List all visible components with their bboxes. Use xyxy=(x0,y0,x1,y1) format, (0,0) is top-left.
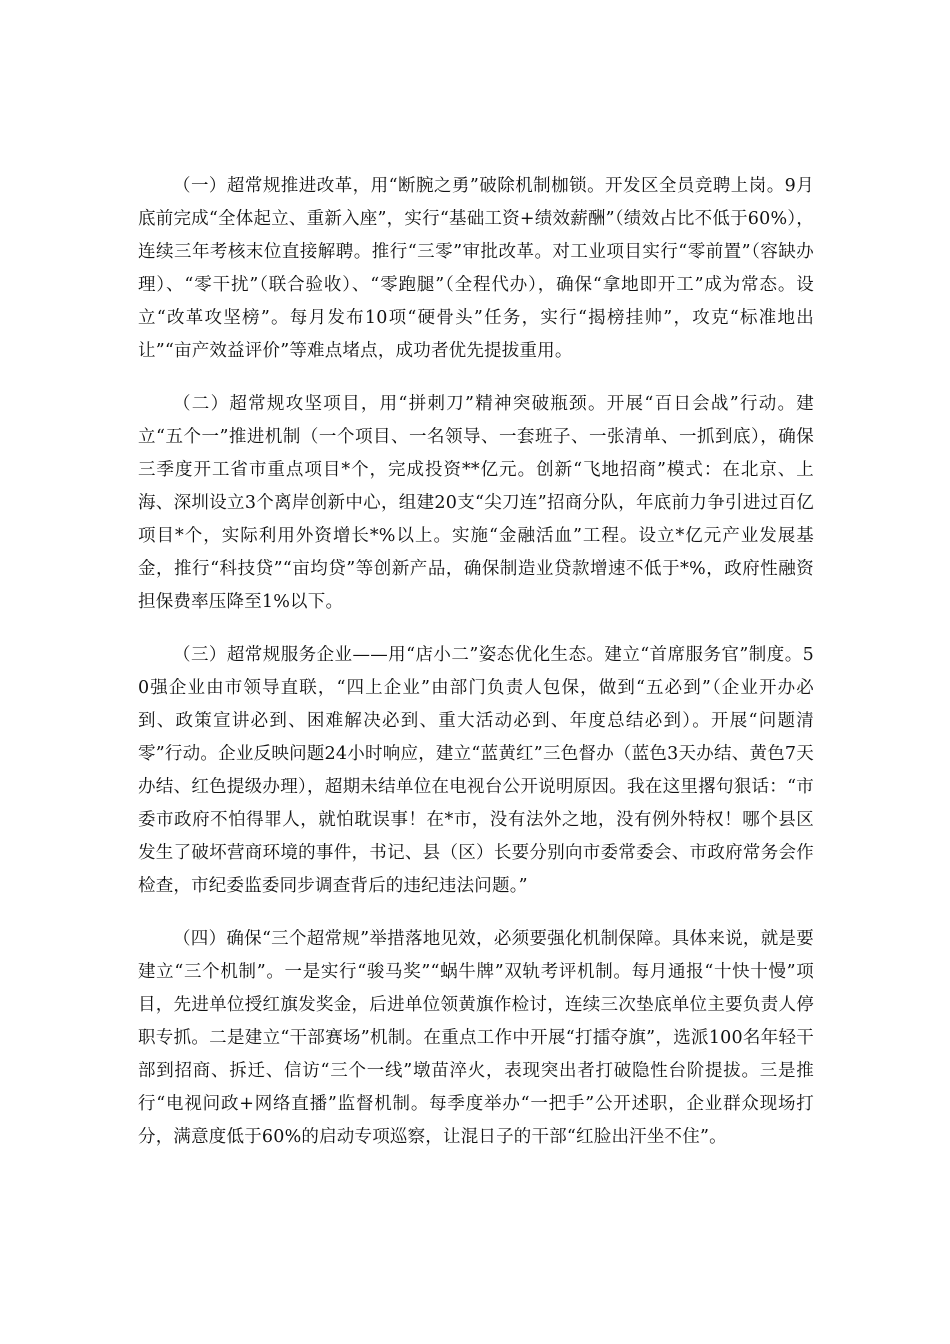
paragraph-projects: （二）超常规攻坚项目，用“拼刺刀”精神突破瓶颈。开展“百日会战”行动。建立“五个一”推进机制（一个项目、一名领导、一套班子、一张清单、一抓到底），确保三季度开工省市重点项目*个，完成投资**亿元。创新“飞地招商”模式：在北京、上海、深圳设立3个离岸创新中心，组建20支“尖刀连”招商分队，年底前力争引进过百亿项目*个，实际利用外资增长*%以上。实施“金融活血”工程。设立*亿元产业发展基金，推行“科技贷”“亩均贷”等创新产品，确保制造业贷款增速不低于*%，政府性融资担保费率压降至1%以下。 xyxy=(138,394,814,612)
paragraph-reform: （一）超常规推进改革，用“断腕之勇”破除机制枷锁。开发区全员竞聘上岗。9月底前完成“全体起立、重新入座”，实行“基础工资+绩效薪酬”（绩效占比不低于60%），连续三年考核末位直接解聘。推行“三零”审批改革。对工业项目实行“零前置”（容缺办理）、“零干扰”（联合验收）、“零跑腿”（全程代办），确保“拿地即开工”成为常态。设立“改革攻坚榜”。每月发布10项“硬骨头”任务，实行“揭榜挂帅”，攻克“标准地出让”“亩产效益评价”等难点堵点，成功者优先提拔重用。 xyxy=(138,176,814,361)
document-body xyxy=(138,170,814,1174)
paragraph-mechanism-guarantee: （四）确保“三个超常规”举措落地见效，必须要强化机制保障。具体来说，就是要建立“三个机制”。一是实行“骏马奖”“蜗牛牌”双轨考评机制。每月通报“十快十慢”项目，先进单位授红旗发奖金，后进单位领黄旗作检讨，连续三次垫底单位主要负责人停职专抓。二是建立“干部赛场”机制。在重点工作中开展“打擂夺旗”，选派100名年轻干部到招商、拆迁、信访“三个一线”墩苗淬火，表现突出者打破隐性台阶提拔。三是推行“电视问政+网络直播”监督机制。每季度举办“一把手”公开述职，企业群众现场打分，满意度低于60%的启动专项巡察，让混日子的干部“红脸出汗坐不住”。 xyxy=(138,929,814,1147)
paragraph-enterprise-service: （三）超常规服务企业——用“店小二”姿态优化生态。建立“首席服务官”制度。50强企业由市领导直联，“四上企业”由部门负责人包保，做到“五必到”（企业开办必到、政策宣讲必到、困难解决必到、重大活动必到、年度总结必到）。开展“问题清零”行动。企业反映问题24小时响应，建立“蓝黄红”三色督办（蓝色3天办结、黄色7天办结、红色提级办理），超期未结单位在电视台公开说明原因。我在这里撂句狠话：“市委市政府不怕得罪人，就怕耽误事！在*市，没有法外之地，没有例外特权！哪个县区发生了破坏营商环境的事件，书记、县（区）长要分别向市委常委会、市政府常务会作检查，市纪委监委同步调查背后的违纪违法问题。” xyxy=(138,645,814,896)
